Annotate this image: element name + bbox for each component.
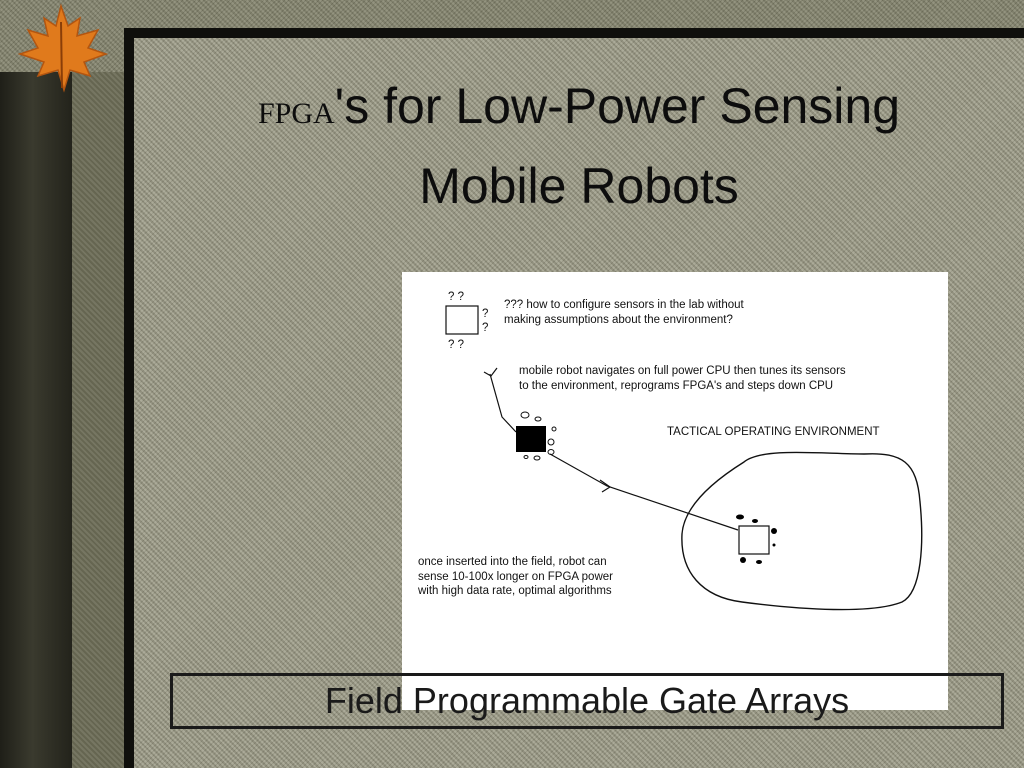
diagram-drawing [402, 272, 948, 710]
robot-black-square [516, 426, 546, 452]
sensor-dot [548, 439, 554, 445]
question-marks-top: ? ? [448, 291, 464, 303]
sensor-dot-filled [756, 560, 762, 564]
left-dark-strip [0, 72, 72, 768]
left-texture-strip [72, 72, 124, 768]
note-field-operation: once inserted into the field, robot can sense 10-100x longer on FPGA power with high data rate, optimal algorithms [418, 556, 613, 597]
concept-diagram [402, 272, 948, 710]
title-line-1-rest: 's for Low-Power Sensing [334, 78, 901, 134]
title-line-1 [134, 70, 1024, 150]
sensor-dot [535, 417, 541, 421]
vertical-divider [124, 28, 134, 768]
footer-caption: Field Programmable Gate Arrays [324, 680, 850, 721]
sensor-dot-filled [771, 528, 777, 534]
sensor-dot-filled [740, 557, 746, 563]
environment-outline [682, 452, 922, 609]
environment-label: TACTICAL OPERATING ENVIRONMENT [667, 426, 880, 438]
path-line-upper [490, 374, 516, 432]
sensor-dot [552, 427, 556, 431]
sensor-dot-filled [752, 519, 758, 523]
path-line-lower [550, 454, 738, 530]
question-marks-bottom: ? ? [448, 339, 464, 351]
sensor-dot-filled [736, 515, 744, 520]
robot-lab-square [446, 306, 478, 334]
title-line-2: Mobile Robots [419, 158, 739, 214]
sensor-dot-filled [773, 544, 776, 547]
note-lab-configuration: ??? how to configure sensors in the lab without making assumptions about the environment? [504, 299, 744, 326]
title-prefix: FPGA [257, 97, 335, 130]
arrow-head-lower [600, 480, 610, 492]
slide-title [134, 70, 1024, 222]
question-mark-right-1: ? [482, 308, 489, 320]
maple-leaf-icon [6, 2, 116, 94]
sensor-dot [534, 456, 540, 460]
sensor-dot [521, 412, 529, 418]
sensor-dot [524, 456, 528, 459]
note-navigation: mobile robot navigates on full power CPU then tunes its sensors to the environment, reprograms FPGA's and steps down CPU [519, 365, 846, 392]
robot-field-square [739, 526, 769, 554]
sensor-dot [548, 450, 554, 455]
top-divider [124, 28, 1024, 38]
question-mark-right-2: ? [482, 322, 489, 334]
